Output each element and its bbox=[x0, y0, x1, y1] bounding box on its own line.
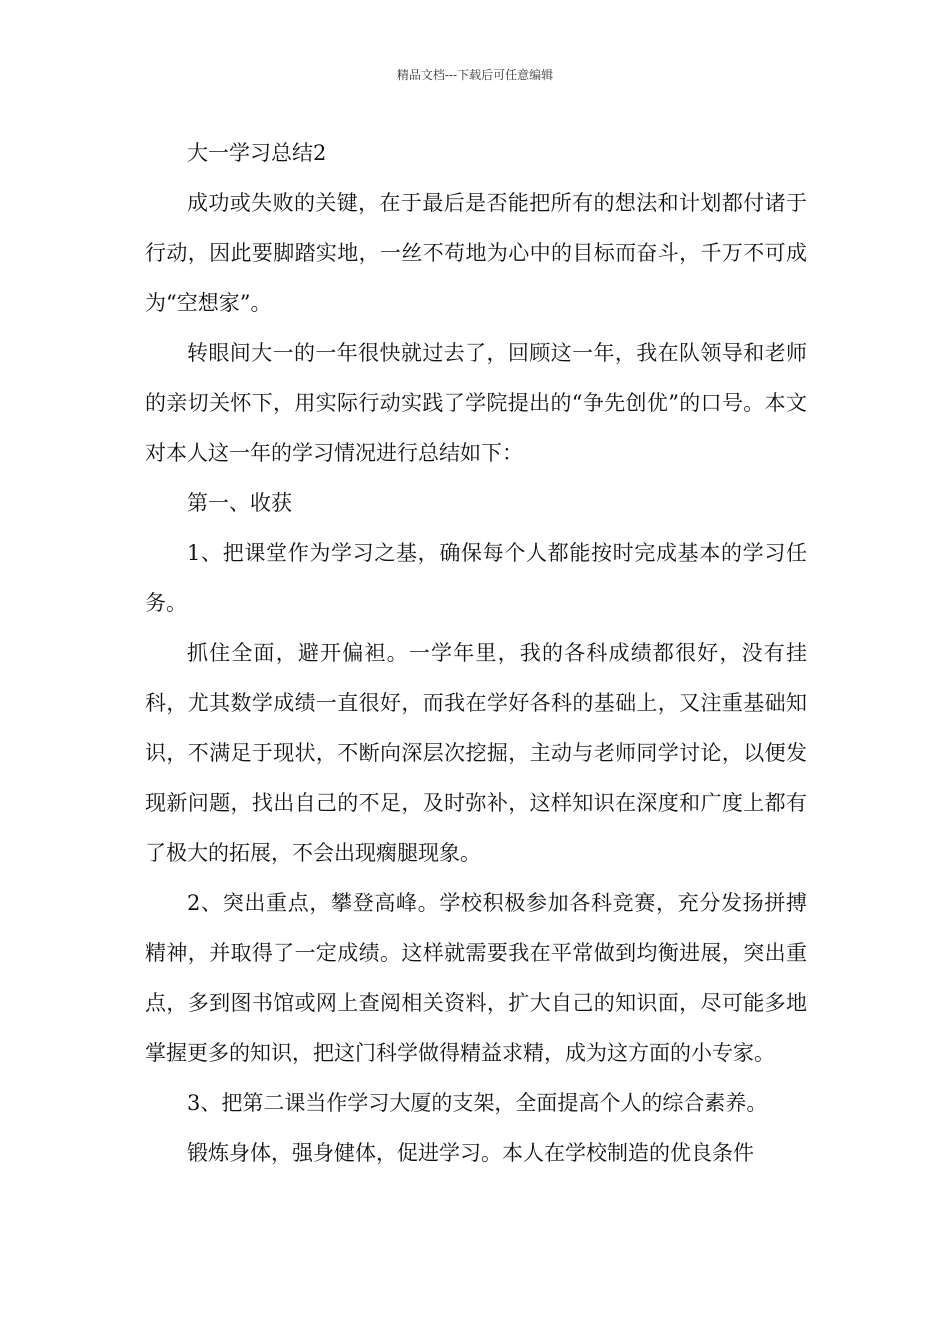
paragraph-intro-quote: 成功或失败的关键，在于最后是否能把所有的想法和计划都付诸于行动，因此要脚踏实地，一丝不苟地为心中的目标而奋斗，千万不可成为“空想家”。 bbox=[145, 191, 807, 315]
item-2-paragraph: 2、突出重点，攀登高峰。学校积极参加各科竞赛，充分发扬拼搏精神，并取得了一定成绩。这样就需要我在平常做到均衡进展，突出重点，多到图书馆或网上查阅相关资料，扩大自己的知识面，尽可能多地掌握更多的知识，把这门科学做得精益求精，成为这方面的小专家。 bbox=[145, 891, 807, 1065]
item-1-heading: 1、把课堂作为学习之基，确保每个人都能按时完成基本的学习任务。 bbox=[145, 541, 807, 615]
paragraph-overview: 转眼间大一的一年很快就过去了，回顾这一年，我在队领导和老师的亲切关怀下，用实际行动实践了学院提出的“争先创优”的口号。本文对本人这一年的学习情况进行总结如下： bbox=[145, 341, 807, 465]
item-3-heading: 3、把第二课当作学习大厦的支架，全面提高个人的综合素养。 bbox=[187, 1091, 768, 1115]
paragraph-exercise: 锻炼身体，强身健体，促进学习。本人在学校制造的优良条件 bbox=[187, 1141, 754, 1165]
document-body bbox=[145, 128, 807, 1178]
paragraph-comprehensive: 抓住全面，避开偏袒。一学年里，我的各科成绩都很好，没有挂科，尤其数学成绩一直很好，而我在学好各科的基础上，又注重基础知识，不满足于现状，不断向深层次挖掘，主动与老师同学讨论，以便发现新问题，找出自己的不足，及时弥补，这样知识在深度和广度上都有了极大的拓展，不会出现瘸腿现象。 bbox=[145, 641, 807, 865]
section-title: 大一学习总结2 bbox=[187, 141, 327, 165]
page-header: 精品文档---下载后可任意编辑 bbox=[396, 68, 554, 82]
heading-harvest: 第一、收获 bbox=[187, 491, 292, 515]
